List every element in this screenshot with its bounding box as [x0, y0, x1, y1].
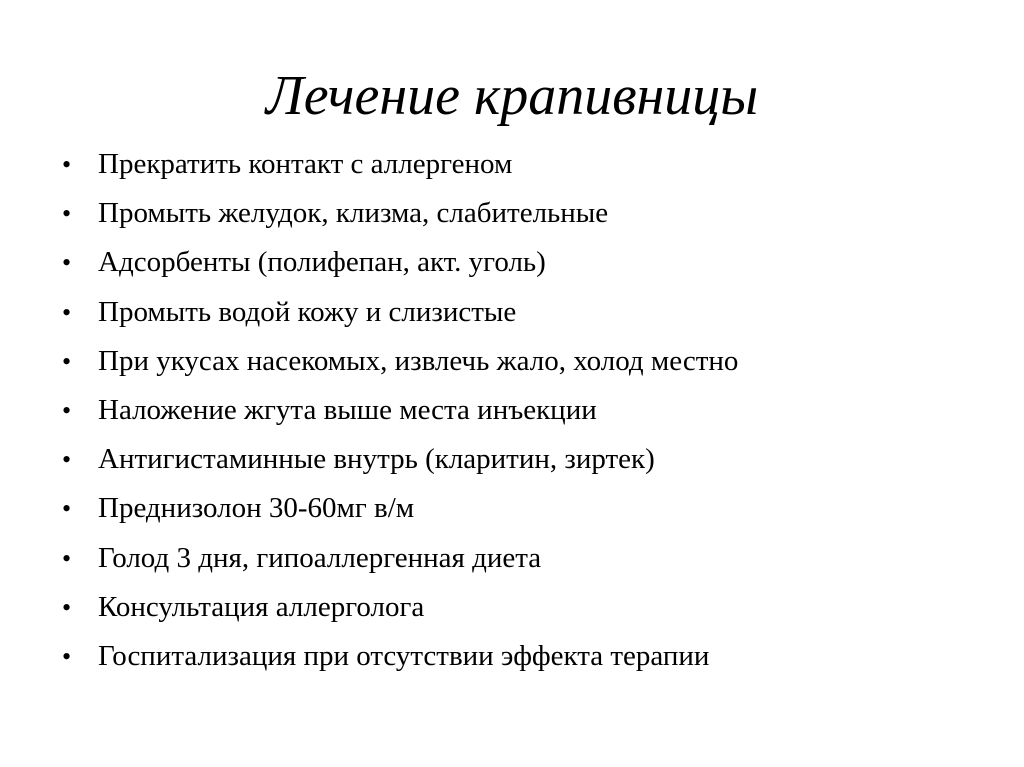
list-item — [62, 337, 982, 386]
bullet-icon: • — [62, 543, 72, 573]
list-item — [62, 189, 982, 238]
list-item-text: Голод 3 дня, гипоаллергенная диета — [98, 541, 542, 574]
list-item-text: Консультация аллерголога — [98, 590, 425, 623]
list-item-text: Промыть водой кожу и слизистые — [98, 295, 517, 328]
bullet-icon: • — [62, 445, 72, 475]
bullet-icon: • — [62, 297, 72, 327]
list-item-text: Адсорбенты (полифепан, акт. уголь) — [98, 246, 546, 279]
list-item-text: При укусах насекомых, извлечь жало, холод местно — [98, 344, 739, 377]
bullet-icon: • — [62, 592, 72, 622]
bullet-icon: • — [62, 395, 72, 425]
list-item-text: Преднизолон 30-60мг в/м — [98, 492, 415, 525]
list-item — [62, 288, 982, 337]
list-item — [62, 238, 982, 287]
list-item-text: Промыть желудок, клизма, слабительные — [98, 197, 609, 230]
list-item — [62, 140, 982, 189]
bullet-icon: • — [62, 494, 72, 524]
list-item — [62, 632, 982, 681]
slide-title: Лечение крапивницы — [265, 65, 759, 127]
bullet-icon: • — [62, 199, 72, 229]
bullet-icon: • — [62, 641, 72, 671]
list-item-text: Антигистаминные внутрь (кларитин, зиртек) — [98, 443, 655, 476]
list-item-text: Наложение жгута выше места инъекции — [98, 393, 597, 426]
list-item — [62, 386, 982, 435]
bullet-icon: • — [62, 150, 72, 179]
list-item — [62, 583, 982, 632]
bullet-list — [62, 140, 982, 681]
bullet-icon: • — [62, 346, 72, 376]
list-item-text: Госпитализация при отсутствии эффекта терапии — [98, 639, 710, 672]
list-item-text: Прекратить контакт с аллергеном — [98, 148, 513, 180]
list-item — [62, 534, 982, 583]
list-item — [62, 435, 982, 484]
bullet-icon: • — [62, 248, 72, 278]
list-item — [62, 484, 982, 533]
